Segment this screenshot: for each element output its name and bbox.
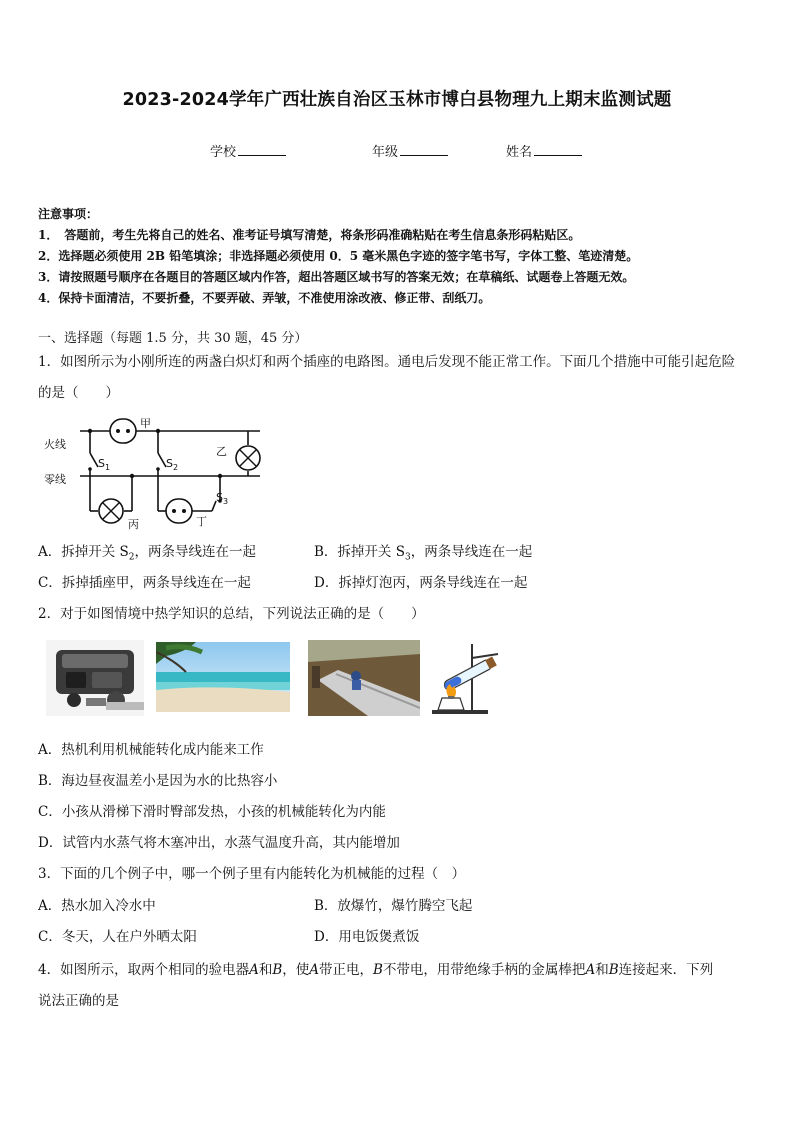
test-tube-image	[424, 640, 520, 718]
label-yi: 乙	[216, 445, 227, 458]
q4-text: 不带电，用带绝缘手柄的金属棒把	[382, 962, 586, 978]
q1-option-d[interactable]: D．拆掉灯泡丙，两条导线连在一起	[314, 575, 528, 591]
label-live: 火线	[44, 438, 66, 451]
q1-option-a[interactable]	[38, 540, 256, 563]
q4-text: 和	[595, 962, 609, 978]
circuit-diagram	[40, 415, 280, 530]
label-s1	[98, 457, 110, 472]
q1-option-c[interactable]: C．拆掉插座甲，两条导线连在一起	[38, 575, 251, 591]
q1-option-a-sub: 2	[128, 552, 135, 563]
q4-var: B	[373, 962, 383, 978]
label-s2	[166, 457, 178, 472]
q1-option-a-post: ，两条导线连在一起	[134, 544, 257, 560]
school-blank[interactable]	[238, 143, 286, 156]
engine-image	[46, 640, 144, 716]
label-s3	[216, 491, 228, 506]
question-2-stem: 2．对于如图情境中热学知识的总结，下列说法正确的是（ ）	[38, 606, 425, 622]
question-1-line-2: 的是（ ）	[38, 385, 119, 401]
label-s3-sub: 3	[222, 497, 229, 506]
q3-option-a[interactable]: A．热水加入冷水中	[38, 898, 156, 914]
section-heading: 一、选择题（每题 1.5 分，共 30 题，45 分）	[38, 331, 308, 346]
q1-option-a-pre: A．拆掉开关 S	[38, 544, 129, 560]
question-4-line-2: 说法正确的是	[38, 993, 119, 1009]
question-1-stem	[38, 347, 760, 409]
school-field	[210, 141, 286, 160]
socket-ding-icon	[166, 499, 192, 523]
q1-option-b[interactable]	[314, 540, 532, 563]
question-4-stem	[38, 955, 762, 1017]
grade-blank[interactable]	[400, 143, 448, 156]
q2-option-b[interactable]: B．海边昼夜温差小是因为水的比热容小	[38, 773, 278, 789]
question-3-stem: 3．下面的几个例子中，哪一个例子里有内能转化为机械能的过程（ ）	[38, 866, 466, 882]
q4-text: 连接起来．下列	[618, 962, 714, 978]
beach-image	[156, 642, 290, 712]
label-s1-main: S	[98, 457, 105, 470]
q3-option-c[interactable]: C．冬天，人在户外晒太阳	[38, 929, 197, 945]
q2-option-d[interactable]: D．试管内水蒸气将木塞冲出，水蒸气温度升高，其内能增加	[38, 835, 400, 851]
question-4-line-1	[38, 955, 762, 986]
q4-var: B	[608, 962, 619, 978]
note-item: 1． 答题前，考生先将自己的姓名、准考证号填写清楚，将条形码准确粘贴在考生信息条形码粘贴区。	[38, 228, 581, 242]
q1-option-b-post: ，两条导线连在一起	[410, 544, 533, 560]
q4-text: ，使	[282, 962, 310, 978]
page-title: 2023-2024学年广西壮族自治区玉林市博白县物理九上期末监测试题	[122, 90, 672, 110]
label-neutral: 零线	[44, 473, 66, 486]
q2-option-a[interactable]: A．热机利用机械能转化成内能来工作	[38, 742, 264, 758]
label-s1-sub: 1	[104, 463, 111, 472]
name-label: 姓名	[506, 145, 533, 160]
label-s2-sub: 2	[172, 463, 179, 472]
label-s3-main: S	[216, 491, 223, 504]
q1-option-b-pre: B．拆掉开关 S	[314, 544, 405, 560]
note-item: 2．选择题必须使用 2B 铅笔填涂；非选择题必须使用 0．5 毫米黑色字迹的签字笔书写，字体工整、笔迹清楚。	[38, 249, 639, 263]
slide-image	[308, 640, 420, 716]
q4-text: 4．如图所示，取两个相同的验电器	[38, 962, 250, 978]
socket-jia-icon	[110, 419, 136, 443]
name-field	[506, 141, 582, 160]
name-blank[interactable]	[534, 143, 582, 156]
note-item: 3．请按照题号顺序在各题目的答题区域内作答，超出答题区域书写的答案无效；在草稿纸、试题卷上答题无效。	[38, 270, 635, 284]
school-label: 学校	[210, 145, 237, 160]
q4-var: A	[585, 962, 596, 978]
q2-option-c[interactable]: C．小孩从滑梯下滑时臀部发热，小孩的机械能转化为内能	[38, 804, 386, 820]
lamp-yi-icon	[236, 446, 260, 470]
question-1-line-1: 1．如图所示为小刚所连的两盏白炽灯和两个插座的电路图。通电后发现不能正常工作。下面几个措施中可能引起危险	[38, 354, 736, 370]
q4-var: B	[272, 962, 283, 978]
grade-label: 年级	[372, 145, 399, 160]
label-bing: 丙	[128, 518, 139, 530]
note-item: 4．保持卡面清洁，不要折叠，不要弄破、弄皱，不准使用涂改液、修正带、刮纸刀。	[38, 291, 491, 305]
label-s2-main: S	[166, 457, 173, 470]
label-jia: 甲	[140, 417, 151, 430]
q3-option-b[interactable]: B．放爆竹，爆竹腾空飞起	[314, 898, 473, 914]
q4-text: 和	[258, 962, 273, 978]
q3-option-d[interactable]: D．用电饭煲煮饭	[314, 929, 420, 945]
q4-var: A	[249, 962, 259, 978]
q1-option-b-sub: 3	[404, 552, 411, 563]
notes-heading: 注意事项：	[38, 207, 99, 221]
q4-var: A	[309, 962, 320, 978]
lamp-bing-icon	[99, 499, 123, 523]
notes-block	[38, 204, 758, 309]
grade-field	[372, 141, 448, 160]
label-ding: 丁	[196, 515, 207, 528]
q4-text: 带正电，	[319, 962, 374, 978]
